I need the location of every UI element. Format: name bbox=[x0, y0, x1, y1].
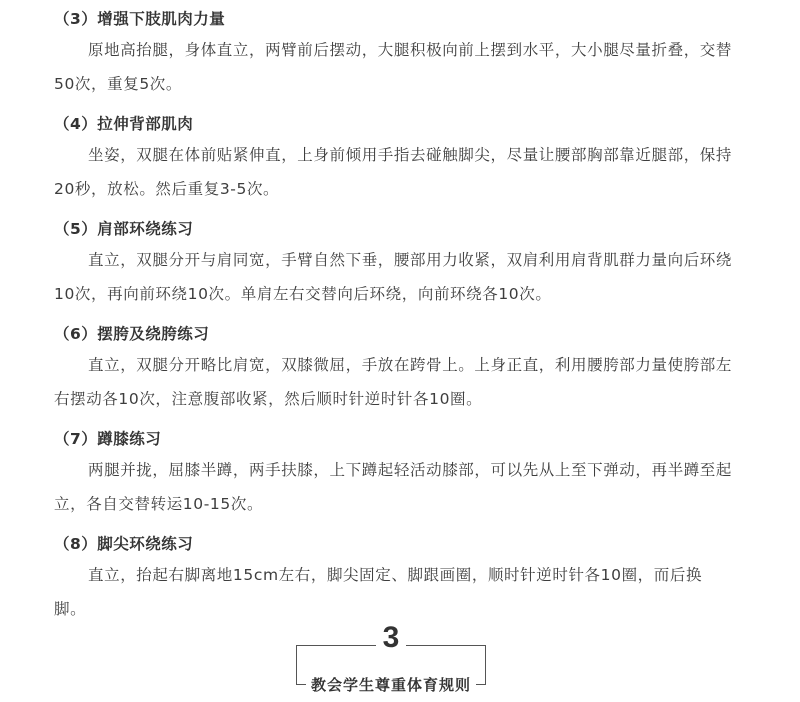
section-heading-4: （4）拉伸背部肌肉 bbox=[54, 115, 194, 133]
section-number: 3 bbox=[382, 621, 400, 654]
section-heading-8: （8）脚尖环绕练习 bbox=[54, 535, 194, 553]
section-body-3: 原地高抬腿，身体直立，两臂前后摆动，大腿积极向前上摆到水平，大小腿尽量折叠，交替50次，重复5次。 bbox=[54, 41, 733, 93]
section-heading-7: （7）蹲膝练习 bbox=[54, 430, 162, 448]
section-heading-6: （6）摆胯及绕胯练习 bbox=[54, 325, 210, 343]
section-title: 教会学生尊重体育规则 bbox=[310, 676, 471, 694]
section-body-7: 两腿并拢，屈膝半蹲，两手扶膝，上下蹲起轻活动膝部，可以先从上至下弹动，再半蹲至起立，各自交替转运10-15次。 bbox=[54, 461, 733, 513]
section-heading-5: （5）肩部环绕练习 bbox=[54, 220, 194, 238]
section-body-6: 直立，双腿分开略比肩宽，双膝微屈，手放在跨骨上。上身正直，利用腰胯部力量使胯部左右摆动各10次，注意腹部收紧，然后顺时针逆时针各10圈。 bbox=[54, 356, 733, 408]
section-marker-box bbox=[296, 621, 486, 694]
section-body-4: 坐姿，双腿在体前贴紧伸直，上身前倾用手指去碰触脚尖，尽量让腰部胸部靠近腿部，保持20秒，放松。然后重复3-5次。 bbox=[54, 146, 733, 198]
section-body-5: 直立，双腿分开与肩同宽，手臂自然下垂，腰部用力收紧，双肩利用肩背肌群力量向后环绕10次，再向前环绕10次。单肩左右交替向后环绕，向前环绕各10次。 bbox=[54, 251, 733, 303]
section-heading-3: （3）增强下肢肌肉力量 bbox=[54, 10, 226, 28]
section-body-8: 直立，抬起右脚离地15cm左右，脚尖固定、脚跟画圈，顺时针逆时针各10圈，而后换脚。 bbox=[54, 566, 703, 618]
